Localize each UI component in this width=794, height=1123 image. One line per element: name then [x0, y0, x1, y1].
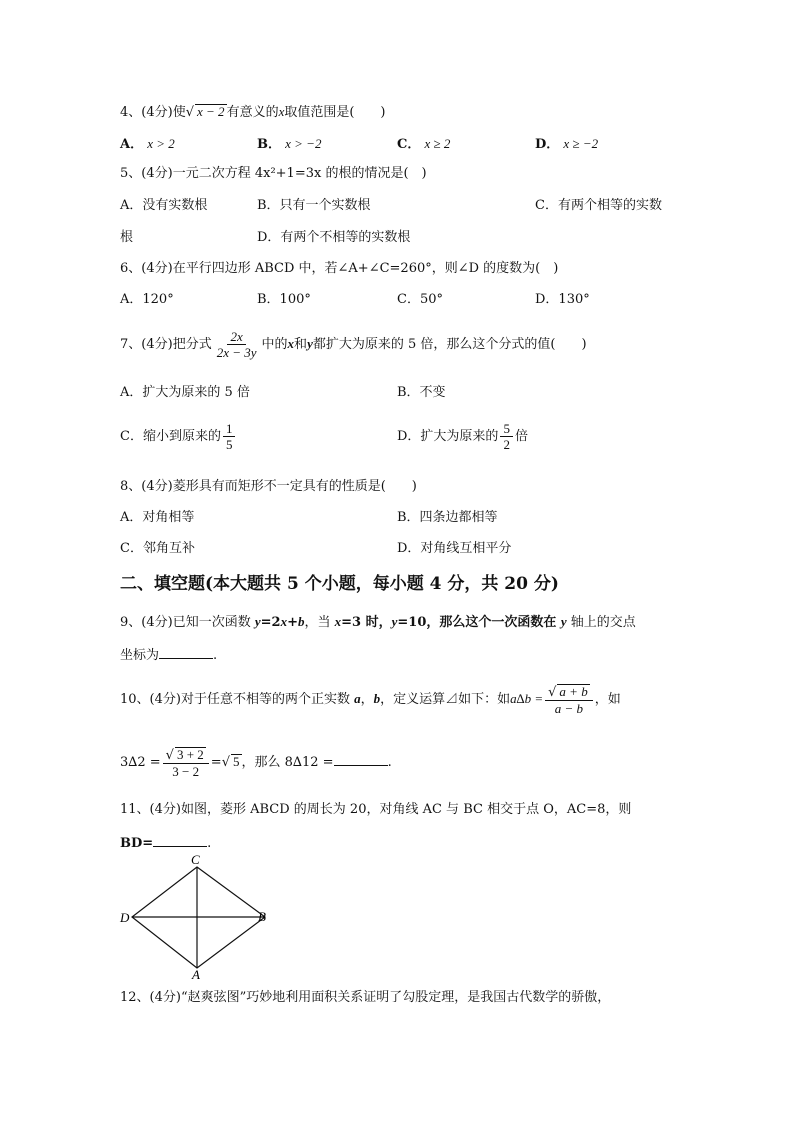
- fraction-denominator: 2: [503, 437, 510, 452]
- fraction-denominator: 5: [225, 437, 233, 452]
- q8-score: (4分): [141, 479, 173, 494]
- option-label: B．: [257, 137, 281, 152]
- q9-var: x: [334, 614, 342, 629]
- q7-text-and: 和: [294, 337, 308, 352]
- q9-text: =2: [260, 615, 281, 630]
- option-value: x > 2: [147, 136, 175, 151]
- q9-text: 坐标为: [120, 648, 160, 663]
- q5-option-d: D．有两个不相等的实数根: [257, 230, 411, 245]
- q4-variable: x: [278, 104, 285, 119]
- fraction-numerator: 2x: [227, 329, 245, 345]
- sqrt-sign: √: [548, 684, 557, 700]
- vertex-label-d: D: [120, 910, 130, 925]
- q6-option-a: A．120°: [120, 292, 174, 307]
- q7-score: (4分): [141, 337, 173, 352]
- q8-stem: [120, 479, 417, 495]
- q5-stem: [120, 166, 427, 182]
- q4-text-post: 取值范围是( ): [284, 105, 386, 120]
- q9-text: ，当: [304, 615, 335, 630]
- q5-option-c: C．有两个相等的实数: [535, 198, 662, 213]
- q7-text-pre: 把分式: [172, 337, 212, 352]
- q7-option-b: B．不变: [397, 385, 446, 400]
- q9-var: b: [297, 614, 305, 629]
- q8-text: 菱形具有而矩形不一定具有的性质是( ): [172, 479, 417, 494]
- q7-number: 7、: [120, 337, 142, 352]
- q11-end: .: [207, 836, 212, 851]
- option-text: C．缩小到原来的: [120, 429, 221, 444]
- q10-example-fraction: [163, 747, 209, 779]
- q4-number: 4、: [120, 105, 142, 120]
- option-text-post: 倍: [514, 429, 528, 444]
- fraction-denominator: 2x − 3y: [216, 345, 257, 360]
- answer-blank[interactable]: [334, 753, 388, 766]
- fraction-numerator: [545, 684, 593, 701]
- q8-option-a: A．对角相等: [120, 510, 195, 525]
- q5-score: (4分): [141, 166, 173, 181]
- q7-fraction: [214, 329, 260, 360]
- option-text: D．扩大为原来的: [397, 429, 499, 444]
- q9-score: (4分): [141, 615, 173, 630]
- q5-option-c-cont: 根: [120, 230, 134, 245]
- q11-text: BD=: [120, 836, 154, 851]
- sqrt-sign: √: [221, 755, 230, 770]
- q10-text: ，: [360, 692, 374, 707]
- q9-var: y: [391, 614, 398, 629]
- q7-var-x: x: [287, 336, 295, 351]
- option-value: x ≥ −2: [563, 136, 599, 151]
- q7-option-d: [397, 420, 528, 454]
- q8-option-c: C．邻角互补: [120, 541, 195, 556]
- q9-text: 已知一次函数: [172, 615, 255, 630]
- q4-option-c: [397, 136, 450, 153]
- q10-var: b: [373, 691, 381, 706]
- q12-score: (4分): [149, 990, 181, 1005]
- fraction-denominator: a − b: [554, 700, 584, 716]
- q7-text-post: 都扩大为原来的 5 倍，那么这个分式的值( ): [312, 337, 587, 352]
- q4-score: (4分): [141, 105, 173, 120]
- q6-option-b: B．100°: [257, 292, 311, 307]
- q10-definition-lhs: a∆b =: [510, 691, 544, 706]
- q10-score: (4分): [149, 692, 181, 707]
- q4-text-mid: 有意义的: [226, 105, 279, 120]
- q6-score: (4分): [141, 261, 173, 276]
- q7-option-a: A．扩大为原来的 5 倍: [120, 385, 250, 400]
- q12-stem: [120, 990, 610, 1006]
- option-label: A．: [120, 137, 144, 152]
- q6-option-d: D．130°: [535, 292, 590, 307]
- q8-option-b: B．四条边都相等: [397, 510, 498, 525]
- answer-blank[interactable]: [153, 834, 207, 847]
- q9-stem: [120, 614, 636, 631]
- q9-text: =10，那么这个一次函数在: [397, 615, 561, 630]
- q6-text: 在平行四边形 ABCD 中，若∠A+∠C=260°，则∠D 的度数为( ): [172, 261, 559, 276]
- q4-option-d: [535, 136, 598, 153]
- q5-text: 一元二次方程 4x²+1=3x 的根的情况是( ): [172, 166, 427, 181]
- q10-text: ，如: [594, 692, 621, 707]
- q4-option-b: [257, 136, 321, 153]
- q5-option-a: A．没有实数根: [120, 198, 208, 213]
- q6-option-c: C．50°: [397, 292, 443, 307]
- q9-line2: [120, 646, 217, 664]
- fraction-denominator: 3 − 2: [172, 763, 200, 779]
- q10-text: ，那么 8∆12 =: [241, 755, 334, 770]
- fraction-numerator: 5: [500, 421, 513, 437]
- q7-stem: [120, 327, 587, 362]
- rhombus-figure: [115, 850, 285, 982]
- q4-text-pre: 使: [172, 105, 186, 120]
- option-value: x ≥ 2: [424, 136, 451, 151]
- option-value: x > −2: [285, 136, 322, 151]
- q4-radicand: x − 2: [197, 104, 225, 119]
- q4-option-a: [120, 136, 175, 153]
- q10-definition-fraction: [545, 684, 593, 716]
- q11-stem: [120, 802, 631, 818]
- q11-number: 11、: [120, 802, 150, 817]
- q6-number: 6、: [120, 261, 142, 276]
- q7-option-c: [120, 420, 237, 454]
- q10-end: .: [387, 755, 392, 770]
- radicand: 5: [233, 754, 240, 769]
- q9-end: .: [213, 648, 218, 663]
- fraction-numerator: [163, 747, 209, 764]
- answer-blank[interactable]: [159, 646, 213, 659]
- q10-stem: [120, 680, 621, 719]
- radicand: 3 + 2: [176, 746, 204, 762]
- section-heading: 二、填空题(本大题共 5 个小题，每小题 4 分，共 20 分): [120, 574, 559, 594]
- q9-text: 轴上的交点: [566, 615, 636, 630]
- q10-line2: [120, 744, 392, 782]
- q7-d-fraction: [500, 421, 513, 452]
- q10-example-lhs: 3∆2 =: [120, 755, 161, 770]
- option-label: C．: [397, 137, 421, 152]
- vertex-label-b: B: [258, 909, 266, 924]
- q9-var: x: [280, 614, 288, 629]
- q10-var: a: [354, 691, 361, 706]
- sqrt-sign: √: [165, 747, 174, 763]
- q11-text: 如图，菱形 ABCD 的周长为 20，对角线 AC 与 BC 相交于点 O，AC=8，则: [180, 802, 632, 817]
- q9-text: =3 时，: [341, 615, 392, 630]
- q12-text: “赵爽弦图”巧妙地利用面积关系证明了勾股定理，是我国古代数学的骄傲，: [180, 990, 611, 1005]
- q6-stem: [120, 261, 558, 277]
- q10-number: 10、: [120, 692, 150, 707]
- q7-c-fraction: [223, 421, 236, 452]
- q4-stem: [120, 104, 386, 121]
- q9-text: +: [287, 615, 298, 630]
- q7-var-y: y: [307, 336, 313, 351]
- q11-score: (4分): [149, 802, 181, 817]
- radicand: a + b: [559, 683, 588, 699]
- q8-option-d: D．对角线互相平分: [397, 541, 512, 556]
- q9-var: y: [560, 614, 567, 629]
- q9-var: y: [254, 614, 261, 629]
- q10-text: ，定义运算⊿如下：如: [380, 692, 511, 707]
- option-label: D．: [535, 137, 560, 152]
- vertex-label-c: C: [191, 852, 200, 867]
- vertex-label-a: A: [192, 967, 200, 982]
- q10-text: =: [210, 755, 222, 770]
- q9-number: 9、: [120, 615, 142, 630]
- q5-option-b: B．只有一个实数根: [257, 198, 371, 213]
- q10-text: 对于任意不相等的两个正实数: [180, 692, 355, 707]
- q7-text-mid: 中的: [261, 337, 288, 352]
- sqrt-sign: √: [185, 105, 195, 120]
- q8-number: 8、: [120, 479, 142, 494]
- q5-number: 5、: [120, 166, 142, 181]
- fraction-numerator: 1: [223, 421, 236, 437]
- q12-number: 12、: [120, 990, 150, 1005]
